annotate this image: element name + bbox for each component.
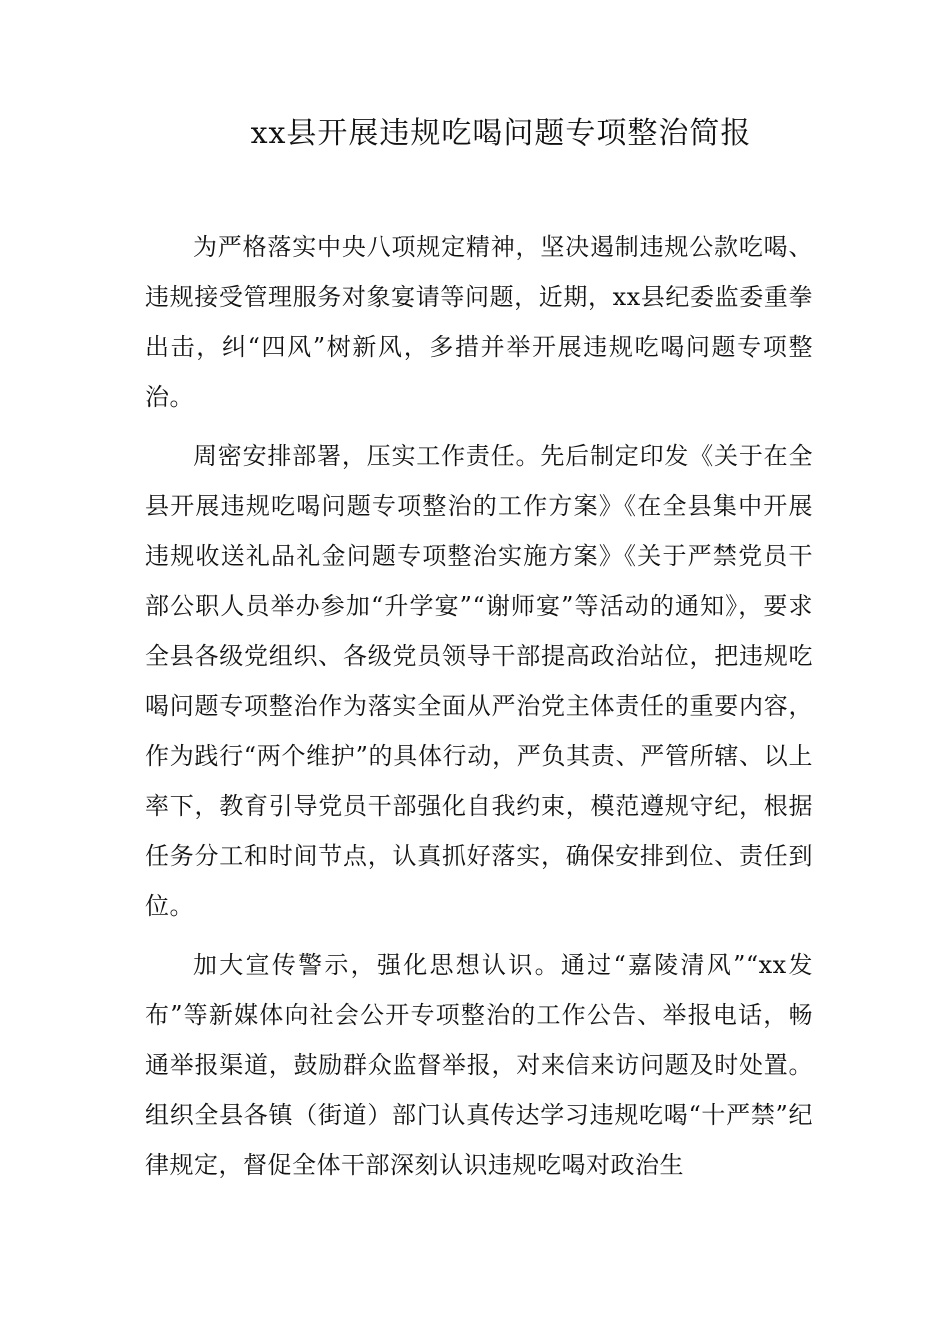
document-title: xx县开展违规吃喝问题专项整治简报 [250,116,752,151]
document-body [145,222,813,1199]
paragraph-publicity: 加大宣传警示，强化思想认识。通过“嘉陵清风”“xx发布”等新媒体向社会公开专项整治的工作公告、举报电话，畅通举报渠道，鼓励群众监督举报，对来信来访问题及时处置。组织全县各镇（街道）部门认真传达学习违规吃喝“十严禁”纪律规定，督促全体干部深刻认识违规吃喝对政治生 [145,951,813,1179]
paragraph-deployment: 周密安排部署，压实工作责任。先后制定印发《关于在全县开展违规吃喝问题专项整治的工作方案》《在全县集中开展违规收送礼品礼金问题专项整治实施方案》《关于严禁党员干部公职人员举办参加“升学宴”“谢师宴”等活动的通知》，要求全县各级党组织、各级党员领导干部提高政治站位，把违规吃喝问题专项整治作为落实全面从严治党主体责任的重要内容，作为践行“两个维护”的具体行动，严负其责、严管所辖、以上率下，教育引导党员干部强化自我约束，模范遵规守纪，根据任务分工和时间节点，认真抓好落实，确保安排到位、责任到位。 [145,442,813,920]
paragraph-intro: 为严格落实中央八项规定精神，坚决遏制违规公款吃喝、违规接受管理服务对象宴请等问题，近期，xx县纪委监委重拳出击，纠“四风”树新风，多措并举开展违规吃喝问题专项整治。 [145,233,813,411]
